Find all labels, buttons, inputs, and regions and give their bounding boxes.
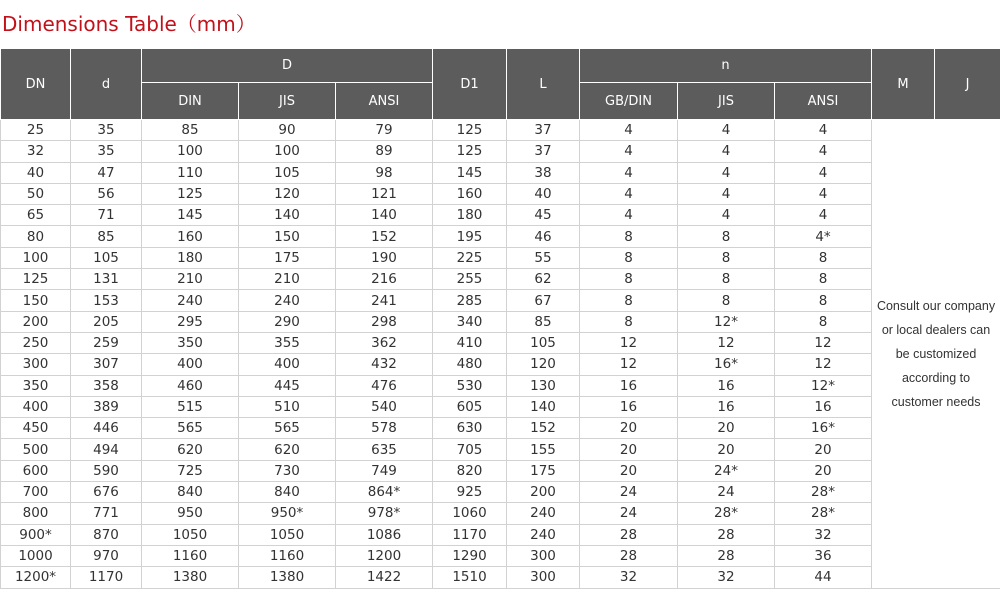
note-line: be customized bbox=[895, 346, 977, 361]
table-cell: 8 bbox=[775, 269, 872, 290]
table-cell: 110 bbox=[142, 162, 239, 183]
table-cell: 840 bbox=[142, 482, 239, 503]
table-cell: 1422 bbox=[336, 567, 433, 588]
table-cell: 105 bbox=[239, 162, 336, 183]
table-cell: 89 bbox=[336, 141, 433, 162]
table-cell: 50 bbox=[1, 183, 71, 204]
table-cell: 565 bbox=[142, 418, 239, 439]
table-cell: 350 bbox=[142, 332, 239, 353]
table-cell: 840 bbox=[239, 482, 336, 503]
table-cell: 1170 bbox=[71, 567, 142, 588]
table-cell: 200 bbox=[507, 482, 580, 503]
table-cell: 36 bbox=[775, 545, 872, 566]
header-m: M bbox=[872, 49, 935, 120]
table-cell: 8 bbox=[580, 269, 678, 290]
note-line: Consult our company bbox=[876, 298, 996, 313]
table-cell: 28 bbox=[580, 524, 678, 545]
table-cell: 85 bbox=[507, 311, 580, 332]
header-d1: D1 bbox=[433, 49, 507, 120]
table-cell: 145 bbox=[142, 205, 239, 226]
table-cell: 355 bbox=[239, 332, 336, 353]
table-cell: 47 bbox=[71, 162, 142, 183]
table-cell: 820 bbox=[433, 460, 507, 481]
table-cell: 350 bbox=[1, 375, 71, 396]
table-cell: 65 bbox=[1, 205, 71, 226]
table-cell: 98 bbox=[336, 162, 433, 183]
table-cell: 32 bbox=[775, 524, 872, 545]
table-cell: 216 bbox=[336, 269, 433, 290]
table-cell: 480 bbox=[433, 354, 507, 375]
table-cell: 676 bbox=[71, 482, 142, 503]
table-cell: 300 bbox=[1, 354, 71, 375]
table-cell: 105 bbox=[507, 332, 580, 353]
table-cell: 90 bbox=[239, 120, 336, 141]
table-cell: 12* bbox=[775, 375, 872, 396]
table-cell: 80 bbox=[1, 226, 71, 247]
table-cell: 1050 bbox=[239, 524, 336, 545]
table-cell: 700 bbox=[1, 482, 71, 503]
table-cell: 150 bbox=[239, 226, 336, 247]
table-cell: 62 bbox=[507, 269, 580, 290]
table-cell: 8 bbox=[678, 269, 775, 290]
table-cell: 4 bbox=[775, 183, 872, 204]
table-cell: 140 bbox=[239, 205, 336, 226]
table-cell: 35 bbox=[71, 141, 142, 162]
table-row bbox=[1, 418, 1000, 439]
table-cell: 145 bbox=[433, 162, 507, 183]
table-cell: 400 bbox=[1, 396, 71, 417]
table-row bbox=[1, 162, 1000, 183]
table-cell: 4 bbox=[580, 205, 678, 226]
table-cell: 125 bbox=[433, 141, 507, 162]
table-cell: 1060 bbox=[433, 503, 507, 524]
table-cell: 8 bbox=[580, 311, 678, 332]
table-cell: 389 bbox=[71, 396, 142, 417]
table-cell: 152 bbox=[507, 418, 580, 439]
table-cell: 259 bbox=[71, 332, 142, 353]
table-cell: 300 bbox=[507, 545, 580, 566]
table-cell: 870 bbox=[71, 524, 142, 545]
table-cell: 8 bbox=[580, 247, 678, 268]
table-cell: 590 bbox=[71, 460, 142, 481]
table-cell: 1200* bbox=[1, 567, 71, 588]
table-cell: 32 bbox=[678, 567, 775, 588]
table-cell: 210 bbox=[142, 269, 239, 290]
table-body bbox=[1, 120, 1000, 589]
table-cell: 120 bbox=[239, 183, 336, 204]
table-row bbox=[1, 120, 1000, 141]
table-cell: 307 bbox=[71, 354, 142, 375]
table-cell: 4 bbox=[678, 120, 775, 141]
table-row bbox=[1, 183, 1000, 204]
table-cell: 285 bbox=[433, 290, 507, 311]
table-cell: 8 bbox=[580, 226, 678, 247]
header-n-jis: JIS bbox=[678, 83, 775, 120]
table-cell: 900* bbox=[1, 524, 71, 545]
table-cell: 241 bbox=[336, 290, 433, 311]
table-cell: 500 bbox=[1, 439, 71, 460]
table-cell: 565 bbox=[239, 418, 336, 439]
table-cell: 180 bbox=[142, 247, 239, 268]
table-cell: 125 bbox=[142, 183, 239, 204]
table-cell: 130 bbox=[507, 375, 580, 396]
table-cell: 494 bbox=[71, 439, 142, 460]
table-cell: 180 bbox=[433, 205, 507, 226]
table-cell: 120 bbox=[507, 354, 580, 375]
table-cell: 432 bbox=[336, 354, 433, 375]
table-cell: 16 bbox=[580, 396, 678, 417]
table-row bbox=[1, 354, 1000, 375]
table-cell: 4 bbox=[775, 205, 872, 226]
table-cell: 140 bbox=[336, 205, 433, 226]
table-cell: 1050 bbox=[142, 524, 239, 545]
table-cell: 240 bbox=[142, 290, 239, 311]
table-cell: 67 bbox=[507, 290, 580, 311]
note-line: or local dealers can bbox=[881, 322, 991, 337]
table-cell: 28* bbox=[678, 503, 775, 524]
table-cell: 1086 bbox=[336, 524, 433, 545]
table-cell: 175 bbox=[239, 247, 336, 268]
table-cell: 20 bbox=[678, 418, 775, 439]
table-cell: 620 bbox=[239, 439, 336, 460]
table-cell: 4 bbox=[580, 183, 678, 204]
table-cell: 4 bbox=[775, 141, 872, 162]
table-cell: 12 bbox=[775, 332, 872, 353]
table-cell: 240 bbox=[507, 524, 580, 545]
table-cell: 8 bbox=[775, 311, 872, 332]
table-cell: 195 bbox=[433, 226, 507, 247]
table-cell: 44 bbox=[775, 567, 872, 588]
table-cell: 400 bbox=[142, 354, 239, 375]
table-cell: 8 bbox=[775, 290, 872, 311]
table-cell: 225 bbox=[433, 247, 507, 268]
header-n-gbdin: GB/DIN bbox=[580, 83, 678, 120]
table-cell: 725 bbox=[142, 460, 239, 481]
table-cell: 28 bbox=[678, 524, 775, 545]
table-cell: 8 bbox=[678, 290, 775, 311]
table-cell: 510 bbox=[239, 396, 336, 417]
table-row bbox=[1, 503, 1000, 524]
table-row bbox=[1, 332, 1000, 353]
table-cell: 20 bbox=[580, 418, 678, 439]
table-cell: 635 bbox=[336, 439, 433, 460]
table-row bbox=[1, 396, 1000, 417]
dimensions-table bbox=[0, 48, 1000, 589]
table-cell: 8 bbox=[775, 247, 872, 268]
table-cell: 140 bbox=[507, 396, 580, 417]
table-cell: 121 bbox=[336, 183, 433, 204]
table-row bbox=[1, 141, 1000, 162]
table-cell: 210 bbox=[239, 269, 336, 290]
table-cell: 410 bbox=[433, 332, 507, 353]
table-cell: 28* bbox=[775, 482, 872, 503]
table-cell: 1160 bbox=[142, 545, 239, 566]
table-row bbox=[1, 269, 1000, 290]
table-cell: 24 bbox=[580, 482, 678, 503]
table-cell: 515 bbox=[142, 396, 239, 417]
table-cell: 298 bbox=[336, 311, 433, 332]
table-cell: 630 bbox=[433, 418, 507, 439]
header-n-ansi: ANSI bbox=[775, 83, 872, 120]
table-cell: 16 bbox=[775, 396, 872, 417]
table-cell: 1290 bbox=[433, 545, 507, 566]
table-cell: 190 bbox=[336, 247, 433, 268]
table-cell: 8 bbox=[678, 247, 775, 268]
table-row bbox=[1, 247, 1000, 268]
table-cell: 153 bbox=[71, 290, 142, 311]
table-cell: 12 bbox=[678, 332, 775, 353]
table-cell: 105 bbox=[71, 247, 142, 268]
table-cell: 38 bbox=[507, 162, 580, 183]
table-cell: 970 bbox=[71, 545, 142, 566]
header-D-jis: JIS bbox=[239, 83, 336, 120]
table-cell: 28* bbox=[775, 503, 872, 524]
table-cell: 8 bbox=[580, 290, 678, 311]
table-cell: 155 bbox=[507, 439, 580, 460]
table-cell: 152 bbox=[336, 226, 433, 247]
table-cell: 45 bbox=[507, 205, 580, 226]
table-cell: 150 bbox=[1, 290, 71, 311]
table-cell: 100 bbox=[239, 141, 336, 162]
table-row bbox=[1, 545, 1000, 566]
table-row bbox=[1, 460, 1000, 481]
table-cell: 4 bbox=[580, 141, 678, 162]
table-cell: 32 bbox=[1, 141, 71, 162]
table-cell: 4 bbox=[580, 120, 678, 141]
table-cell: 20 bbox=[775, 439, 872, 460]
table-cell: 300 bbox=[507, 567, 580, 588]
table-cell: 16 bbox=[580, 375, 678, 396]
table-row bbox=[1, 311, 1000, 332]
table-cell: 250 bbox=[1, 332, 71, 353]
table-cell: 100 bbox=[1, 247, 71, 268]
table-cell: 445 bbox=[239, 375, 336, 396]
table-cell: 160 bbox=[142, 226, 239, 247]
table-cell: 1170 bbox=[433, 524, 507, 545]
header-d: d bbox=[71, 49, 142, 120]
table-cell: 800 bbox=[1, 503, 71, 524]
table-cell: 28 bbox=[580, 545, 678, 566]
table-cell: 16 bbox=[678, 375, 775, 396]
table-cell: 16 bbox=[678, 396, 775, 417]
table-cell: 476 bbox=[336, 375, 433, 396]
table-cell: 950* bbox=[239, 503, 336, 524]
table-cell: 1380 bbox=[142, 567, 239, 588]
table-cell: 4 bbox=[775, 120, 872, 141]
table-cell: 28 bbox=[678, 545, 775, 566]
table-cell: 160 bbox=[433, 183, 507, 204]
table-cell: 1510 bbox=[433, 567, 507, 588]
table-cell: 240 bbox=[507, 503, 580, 524]
table-cell: 400 bbox=[239, 354, 336, 375]
table-cell: 12 bbox=[775, 354, 872, 375]
table-cell: 290 bbox=[239, 311, 336, 332]
table-cell: 925 bbox=[433, 482, 507, 503]
note-line: customer needs bbox=[891, 394, 981, 409]
table-cell: 1200 bbox=[336, 545, 433, 566]
table-cell: 255 bbox=[433, 269, 507, 290]
table-cell: 600 bbox=[1, 460, 71, 481]
table-cell: 358 bbox=[71, 375, 142, 396]
table-cell: 20 bbox=[678, 439, 775, 460]
table-cell: 340 bbox=[433, 311, 507, 332]
table-row bbox=[1, 482, 1000, 503]
table-row bbox=[1, 524, 1000, 545]
table-cell: 131 bbox=[71, 269, 142, 290]
table-cell: 71 bbox=[71, 205, 142, 226]
table-cell: 125 bbox=[1, 269, 71, 290]
table-cell: 40 bbox=[1, 162, 71, 183]
table-row bbox=[1, 567, 1000, 588]
table-cell: 16* bbox=[678, 354, 775, 375]
header-dn: DN bbox=[1, 49, 71, 120]
table-cell: 24 bbox=[580, 503, 678, 524]
table-cell: 4 bbox=[678, 205, 775, 226]
table-row bbox=[1, 226, 1000, 247]
table-cell: 4 bbox=[775, 162, 872, 183]
page-title: Dimensions Table（mm） bbox=[2, 12, 256, 36]
table-cell: 978* bbox=[336, 503, 433, 524]
header-D-din: DIN bbox=[142, 83, 239, 120]
header-j: J bbox=[935, 49, 1000, 120]
header-D-ansi: ANSI bbox=[336, 83, 433, 120]
table-cell: 864* bbox=[336, 482, 433, 503]
custom-note bbox=[872, 120, 1000, 589]
table-cell: 4 bbox=[678, 183, 775, 204]
table-cell: 450 bbox=[1, 418, 71, 439]
table-cell: 620 bbox=[142, 439, 239, 460]
table-row bbox=[1, 375, 1000, 396]
table-cell: 24 bbox=[678, 482, 775, 503]
table-cell: 46 bbox=[507, 226, 580, 247]
table-cell: 4 bbox=[678, 141, 775, 162]
table-cell: 16* bbox=[775, 418, 872, 439]
table-row bbox=[1, 290, 1000, 311]
table-cell: 8 bbox=[678, 226, 775, 247]
table-cell: 24* bbox=[678, 460, 775, 481]
table-cell: 37 bbox=[507, 141, 580, 162]
table-cell: 55 bbox=[507, 247, 580, 268]
table-cell: 20 bbox=[580, 460, 678, 481]
table-cell: 85 bbox=[71, 226, 142, 247]
table-cell: 12 bbox=[580, 354, 678, 375]
note-line: according to bbox=[901, 370, 971, 385]
table-cell: 25 bbox=[1, 120, 71, 141]
table-cell: 32 bbox=[580, 567, 678, 588]
table-cell: 20 bbox=[775, 460, 872, 481]
table-row bbox=[1, 205, 1000, 226]
table-cell: 12 bbox=[580, 332, 678, 353]
table-cell: 205 bbox=[71, 311, 142, 332]
table-cell: 950 bbox=[142, 503, 239, 524]
table-cell: 85 bbox=[142, 120, 239, 141]
table-cell: 4 bbox=[580, 162, 678, 183]
table-cell: 200 bbox=[1, 311, 71, 332]
table-cell: 460 bbox=[142, 375, 239, 396]
table-row bbox=[1, 439, 1000, 460]
table-cell: 40 bbox=[507, 183, 580, 204]
table-cell: 37 bbox=[507, 120, 580, 141]
table-cell: 578 bbox=[336, 418, 433, 439]
table-cell: 1160 bbox=[239, 545, 336, 566]
table-cell: 4 bbox=[678, 162, 775, 183]
table-cell: 730 bbox=[239, 460, 336, 481]
table-cell: 530 bbox=[433, 375, 507, 396]
table-cell: 771 bbox=[71, 503, 142, 524]
table-cell: 125 bbox=[433, 120, 507, 141]
table-cell: 605 bbox=[433, 396, 507, 417]
table-cell: 4* bbox=[775, 226, 872, 247]
header-n: n bbox=[580, 49, 872, 83]
header-D: D bbox=[142, 49, 433, 83]
table-cell: 12* bbox=[678, 311, 775, 332]
table-cell: 749 bbox=[336, 460, 433, 481]
table-cell: 540 bbox=[336, 396, 433, 417]
table-cell: 20 bbox=[580, 439, 678, 460]
header-l: L bbox=[507, 49, 580, 120]
table-cell: 295 bbox=[142, 311, 239, 332]
table-cell: 1380 bbox=[239, 567, 336, 588]
table-cell: 240 bbox=[239, 290, 336, 311]
table-cell: 35 bbox=[71, 120, 142, 141]
table-cell: 362 bbox=[336, 332, 433, 353]
table-cell: 705 bbox=[433, 439, 507, 460]
table-cell: 100 bbox=[142, 141, 239, 162]
table-cell: 56 bbox=[71, 183, 142, 204]
table-cell: 1000 bbox=[1, 545, 71, 566]
table-cell: 175 bbox=[507, 460, 580, 481]
table-cell: 446 bbox=[71, 418, 142, 439]
table-cell: 79 bbox=[336, 120, 433, 141]
